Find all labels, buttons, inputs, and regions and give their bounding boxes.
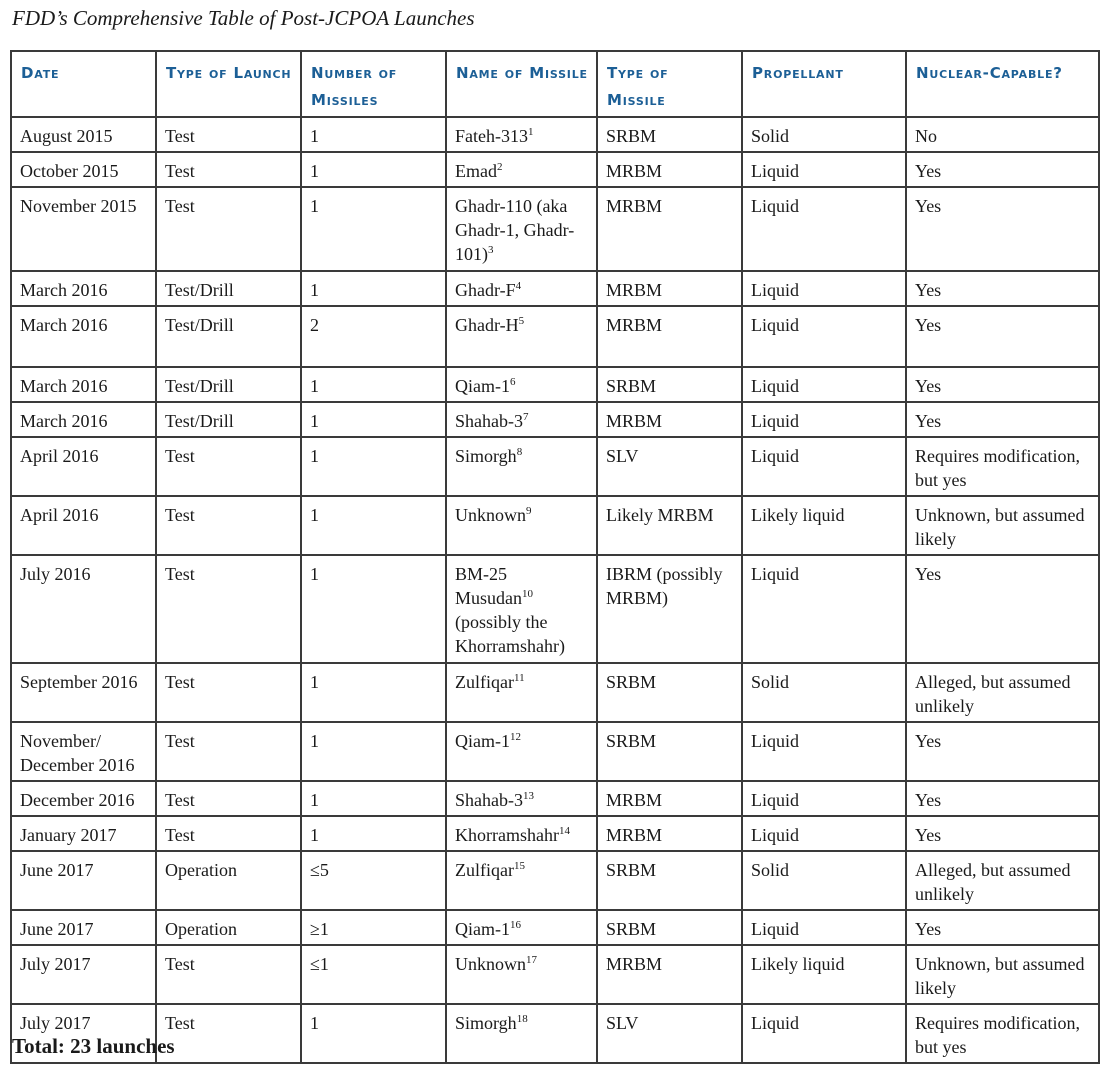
cell-launch-type: Test [156, 663, 301, 722]
cell-date: November 2015 [11, 187, 156, 271]
cell-propellant: Liquid [742, 910, 906, 945]
cell-propellant: Liquid [742, 437, 906, 496]
missile-name: Simorgh [455, 1013, 517, 1033]
cell-date: January 2017 [11, 816, 156, 851]
footnote-ref: 17 [526, 954, 537, 966]
cell-missile-count: 1 [301, 367, 446, 402]
cell-nuclear-capable: Yes [906, 910, 1099, 945]
cell-nuclear-capable: Yes [906, 555, 1099, 663]
cell-missile-type: SLV [597, 1004, 742, 1063]
cell-missile-name [446, 851, 597, 910]
cell-missile-name [446, 1004, 597, 1063]
footnote-ref: 9 [526, 505, 532, 517]
cell-date: September 2016 [11, 663, 156, 722]
missile-name: Unknown [455, 954, 526, 974]
missile-name-note: (possibly the Khorramshahr) [455, 612, 565, 656]
cell-launch-type: Test [156, 555, 301, 663]
cell-nuclear-capable: Yes [906, 781, 1099, 816]
cell-missile-name [446, 271, 597, 306]
footnote-ref: 2 [497, 161, 503, 173]
table-row [11, 910, 1099, 945]
cell-missile-count: 1 [301, 663, 446, 722]
table-row [11, 781, 1099, 816]
footnote-ref: 16 [509, 919, 521, 931]
cell-missile-name [446, 367, 597, 402]
missile-name: Khorramshahr [455, 825, 559, 845]
cell-date: June 2017 [11, 910, 156, 945]
cell-propellant: Liquid [742, 402, 906, 437]
cell-date: June 2017 [11, 851, 156, 910]
cell-missile-count: 1 [301, 437, 446, 496]
table-row [11, 555, 1099, 663]
cell-propellant: Liquid [742, 555, 906, 663]
cell-missile-type: MRBM [597, 402, 742, 437]
cell-missile-count: ≤5 [301, 851, 446, 910]
cell-nuclear-capable: Yes [906, 367, 1099, 402]
table-header [11, 51, 1099, 117]
cell-missile-count: 1 [301, 187, 446, 271]
table-row [11, 117, 1099, 152]
cell-nuclear-capable: No [906, 117, 1099, 152]
cell-propellant: Liquid [742, 271, 906, 306]
cell-propellant: Liquid [742, 781, 906, 816]
cell-propellant: Solid [742, 117, 906, 152]
cell-date: March 2016 [11, 402, 156, 437]
cell-missile-name [446, 555, 597, 663]
cell-missile-name [446, 187, 597, 271]
cell-missile-count: 1 [301, 271, 446, 306]
cell-propellant: Liquid [742, 722, 906, 781]
cell-propellant: Likely liquid [742, 945, 906, 1004]
cell-nuclear-capable: Yes [906, 402, 1099, 437]
cell-propellant: Liquid [742, 1004, 906, 1063]
cell-missile-count: 1 [301, 152, 446, 187]
cell-missile-type: SRBM [597, 367, 742, 402]
cell-missile-name [446, 910, 597, 945]
table-row [11, 496, 1099, 555]
table-row [11, 816, 1099, 851]
footnote-ref: 7 [522, 411, 529, 423]
missile-name: Zulfiqar [455, 672, 514, 692]
missile-name: Ghadr-110 (aka Ghadr-1, Ghadr-101) [455, 196, 575, 264]
cell-launch-type: Test [156, 152, 301, 187]
table-row [11, 402, 1099, 437]
cell-propellant: Solid [742, 663, 906, 722]
cell-missile-count: 1 [301, 402, 446, 437]
cell-launch-type: Test [156, 781, 301, 816]
missile-name: Unknown [455, 505, 526, 525]
cell-nuclear-capable: Yes [906, 271, 1099, 306]
footnote-ref: 14 [558, 825, 570, 837]
column-header: Nuclear-Capable? [906, 51, 1099, 117]
footnote-ref: 8 [516, 446, 523, 458]
table-row [11, 663, 1099, 722]
cell-missile-type: Likely MRBM [597, 496, 742, 555]
total-launches: Total: 23 launches [12, 1034, 175, 1058]
cell-missile-type: SLV [597, 437, 742, 496]
footnote-ref: 3 [488, 244, 494, 256]
missile-name: Qiam-1 [455, 919, 510, 939]
cell-missile-type: MRBM [597, 945, 742, 1004]
cell-nuclear-capable: Alleged, but assumed unlikely [906, 663, 1099, 722]
cell-propellant: Liquid [742, 152, 906, 187]
cell-launch-type: Test/Drill [156, 271, 301, 306]
cell-propellant: Liquid [742, 306, 906, 367]
footnote-ref: 5 [518, 315, 525, 327]
cell-missile-count: 1 [301, 1004, 446, 1063]
footnote-ref: 18 [516, 1013, 528, 1025]
page-title: FDD’s Comprehensive Table of Post-JCPOA Launches [12, 6, 475, 30]
column-header: Type of Launch [156, 51, 301, 117]
cell-date: April 2016 [11, 496, 156, 555]
header-row [11, 51, 1099, 117]
footnote-ref: 15 [513, 860, 525, 872]
cell-date: October 2015 [11, 152, 156, 187]
footnote-ref: 6 [509, 376, 516, 388]
cell-launch-type: Test [156, 1004, 301, 1063]
cell-launch-type: Operation [156, 851, 301, 910]
cell-missile-count: 1 [301, 781, 446, 816]
cell-nuclear-capable: Requires modification, but yes [906, 437, 1099, 496]
cell-missile-name [446, 722, 597, 781]
missile-name: Ghadr-F [455, 280, 516, 300]
missile-name: BM-25 Musudan [455, 564, 522, 608]
cell-missile-name [446, 945, 597, 1004]
cell-nuclear-capable: Yes [906, 152, 1099, 187]
column-header: Number of Missiles [301, 51, 446, 117]
cell-launch-type: Test/Drill [156, 367, 301, 402]
missile-name: Emad [455, 161, 497, 181]
table-row [11, 187, 1099, 271]
cell-date: August 2015 [11, 117, 156, 152]
cell-date: November/ December 2016 [11, 722, 156, 781]
cell-propellant: Liquid [742, 187, 906, 271]
cell-missile-count: ≤1 [301, 945, 446, 1004]
cell-nuclear-capable: Requires modification, but yes [906, 1004, 1099, 1063]
launch-table [10, 50, 1100, 1064]
cell-missile-count: 1 [301, 816, 446, 851]
cell-missile-type: SRBM [597, 851, 742, 910]
missile-name: Simorgh [455, 446, 517, 466]
cell-missile-name [446, 306, 597, 367]
cell-propellant: Liquid [742, 816, 906, 851]
column-header: Date [11, 51, 156, 117]
cell-missile-name [446, 496, 597, 555]
missile-name: Qiam-1 [455, 731, 510, 751]
table-row [11, 722, 1099, 781]
cell-missile-count: 1 [301, 117, 446, 152]
cell-missile-name [446, 781, 597, 816]
cell-launch-type: Test/Drill [156, 306, 301, 367]
table-row [11, 306, 1099, 367]
cell-missile-type: MRBM [597, 152, 742, 187]
cell-missile-count: ≥1 [301, 910, 446, 945]
missile-name: Ghadr-H [455, 315, 519, 335]
cell-missile-name [446, 402, 597, 437]
cell-missile-type: MRBM [597, 271, 742, 306]
footnote-ref: 4 [515, 280, 522, 292]
cell-propellant: Likely liquid [742, 496, 906, 555]
cell-missile-name [446, 816, 597, 851]
cell-missile-type: MRBM [597, 781, 742, 816]
missile-name: Fateh-313 [455, 126, 528, 146]
cell-date: March 2016 [11, 271, 156, 306]
cell-missile-type: MRBM [597, 816, 742, 851]
cell-nuclear-capable: Unknown, but assumed likely [906, 496, 1099, 555]
cell-date: July 2017 [11, 1004, 156, 1063]
cell-missile-type: SRBM [597, 910, 742, 945]
cell-launch-type: Test [156, 722, 301, 781]
cell-missile-name [446, 117, 597, 152]
cell-nuclear-capable: Yes [906, 816, 1099, 851]
cell-date: July 2016 [11, 555, 156, 663]
cell-missile-name [446, 152, 597, 187]
cell-nuclear-capable: Yes [906, 722, 1099, 781]
footnote-ref: 12 [509, 731, 521, 743]
column-header: Name of Missile [446, 51, 597, 117]
cell-missile-name [446, 437, 597, 496]
cell-date: April 2016 [11, 437, 156, 496]
cell-date: December 2016 [11, 781, 156, 816]
cell-missile-name [446, 663, 597, 722]
missile-name: Shahab-3 [455, 411, 523, 431]
missile-name: Shahab-3 [455, 790, 523, 810]
cell-launch-type: Test [156, 437, 301, 496]
cell-launch-type: Operation [156, 910, 301, 945]
cell-date: July 2017 [11, 945, 156, 1004]
cell-missile-count: 1 [301, 496, 446, 555]
cell-launch-type: Test [156, 816, 301, 851]
cell-missile-type: SRBM [597, 722, 742, 781]
table-row [11, 851, 1099, 910]
table-row [11, 152, 1099, 187]
cell-nuclear-capable: Alleged, but assumed unlikely [906, 851, 1099, 910]
missile-name: Zulfiqar [455, 860, 514, 880]
table-body [11, 117, 1099, 1063]
table-row [11, 945, 1099, 1004]
table-row [11, 271, 1099, 306]
footnote-ref: 11 [513, 672, 525, 684]
cell-missile-type: SRBM [597, 117, 742, 152]
column-header: Type of Missile [597, 51, 742, 117]
cell-propellant: Liquid [742, 367, 906, 402]
column-header: Propellant [742, 51, 906, 117]
cell-missile-type: IBRM (possibly MRBM) [597, 555, 742, 663]
missile-name: Qiam-1 [455, 376, 510, 396]
cell-nuclear-capable: Yes [906, 306, 1099, 367]
cell-date: March 2016 [11, 306, 156, 367]
cell-propellant: Solid [742, 851, 906, 910]
footnote-ref: 1 [527, 126, 534, 138]
cell-launch-type: Test [156, 496, 301, 555]
cell-missile-type: SRBM [597, 663, 742, 722]
cell-missile-type: MRBM [597, 187, 742, 271]
cell-date: March 2016 [11, 367, 156, 402]
cell-launch-type: Test [156, 945, 301, 1004]
cell-launch-type: Test [156, 187, 301, 271]
footnote-ref: 13 [522, 790, 534, 802]
cell-nuclear-capable: Yes [906, 187, 1099, 271]
cell-missile-count: 1 [301, 555, 446, 663]
cell-missile-count: 1 [301, 722, 446, 781]
cell-launch-type: Test [156, 117, 301, 152]
table-row [11, 367, 1099, 402]
cell-missile-count: 2 [301, 306, 446, 367]
footnote-ref: 10 [522, 588, 533, 600]
cell-nuclear-capable: Unknown, but assumed likely [906, 945, 1099, 1004]
cell-missile-type: MRBM [597, 306, 742, 367]
cell-launch-type: Test/Drill [156, 402, 301, 437]
table-row [11, 437, 1099, 496]
